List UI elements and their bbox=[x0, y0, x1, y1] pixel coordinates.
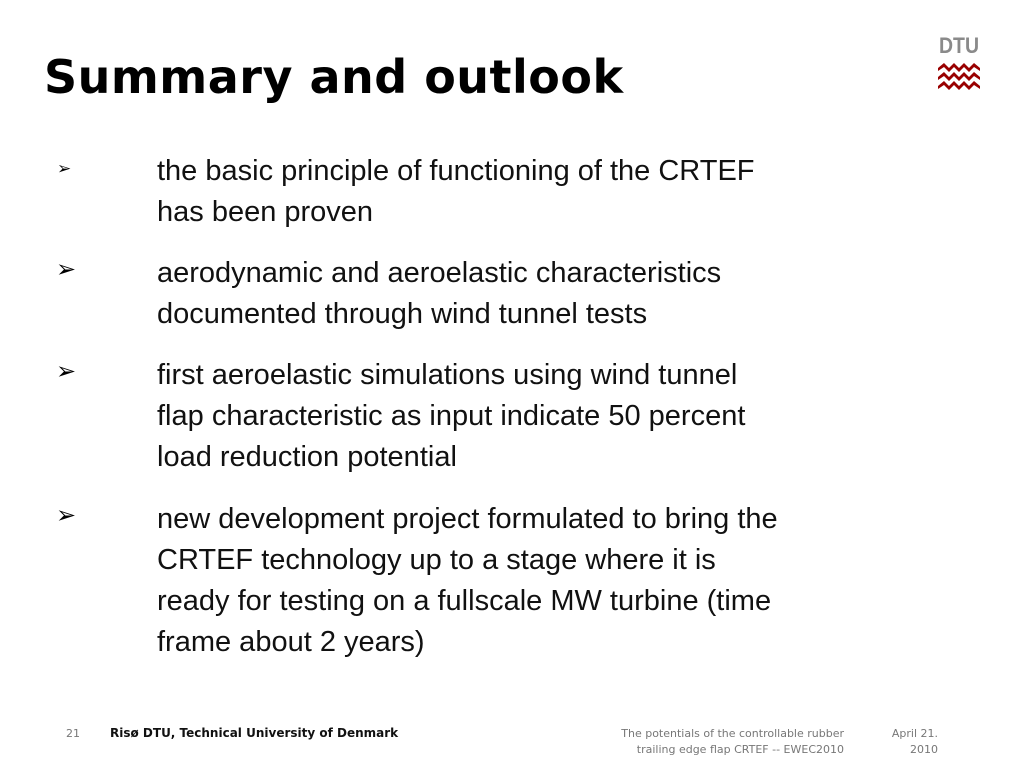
institution-name: Risø DTU, Technical University of Denmark bbox=[110, 726, 399, 740]
dtu-logo-text: DTU bbox=[939, 33, 979, 58]
page-number: 21 bbox=[66, 727, 80, 740]
bullet-text: new development project formulated to bring the CRTEF technology up to a stage where it is ready for testing on a fullscale MW turbine (time frame about 2 years) bbox=[157, 503, 778, 658]
arrow-bullet-icon: ➢ bbox=[57, 159, 72, 179]
arrow-bullet-icon: ➢ bbox=[56, 357, 77, 385]
arrow-bullet-icon: ➢ bbox=[56, 501, 77, 529]
slide-title: Summary and outlook bbox=[44, 50, 624, 104]
presentation-title: The potentials of the controllable rubber trailing edge flap CRTEF -- EWEC2010 bbox=[621, 727, 844, 756]
slide-footer bbox=[0, 722, 1024, 768]
bullet-text: the basic principle of functioning of the CRTEF has been proven bbox=[157, 155, 755, 228]
bullet-text: aerodynamic and aeroelastic characteristics documented through wind tunnel tests bbox=[157, 257, 722, 330]
bullet-text: first aeroelastic simulations using wind tunnel flap characteristic as input indicate 50 percent load reduction potential bbox=[157, 359, 746, 473]
presentation-date: April 21. 2010 bbox=[891, 727, 938, 756]
arrow-bullet-icon: ➢ bbox=[56, 255, 77, 283]
